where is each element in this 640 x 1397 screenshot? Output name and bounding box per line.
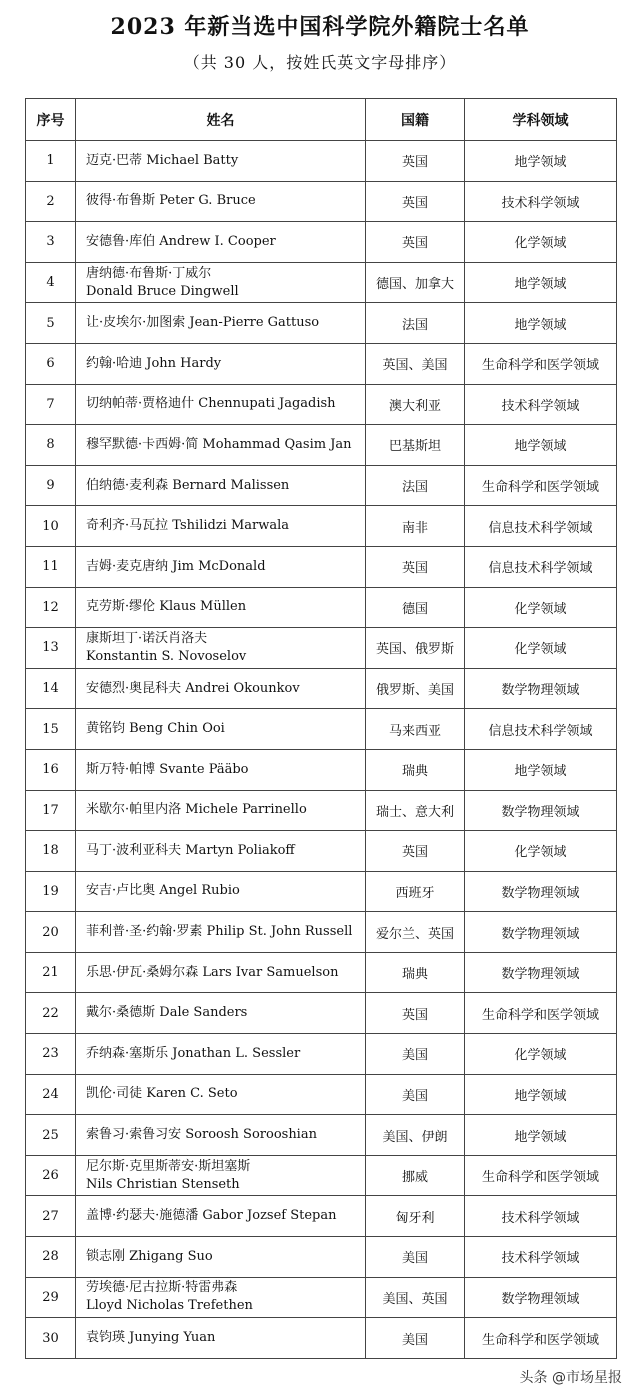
table-row <box>26 384 617 425</box>
table-row <box>26 141 617 182</box>
cell-nationality: 英国 <box>366 993 465 1034</box>
cell-name <box>76 790 366 831</box>
table-row <box>26 790 617 831</box>
cell-nationality: 美国、伊朗 <box>366 1115 465 1156</box>
cell-nationality: 瑞典 <box>366 952 465 993</box>
cell-field: 数学物理领域 <box>465 952 617 993</box>
cell-no: 20 <box>26 912 76 953</box>
cell-no: 1 <box>26 141 76 182</box>
table-row <box>26 1034 617 1075</box>
cell-no: 10 <box>26 506 76 547</box>
cell-name <box>76 1237 366 1278</box>
name-line: 约翰·哈迪 John Hardy <box>86 355 222 371</box>
cell-field: 化学领域 <box>465 1034 617 1075</box>
cell-field: 地学领域 <box>465 1115 617 1156</box>
cell-name <box>76 952 366 993</box>
table-row <box>26 262 617 303</box>
table-row <box>26 871 617 912</box>
name-line: Konstantin S. Novoselov <box>86 648 247 664</box>
table-row <box>26 668 617 709</box>
cell-no: 4 <box>26 262 76 303</box>
cell-field: 化学领域 <box>465 628 617 669</box>
table-row <box>26 1155 617 1196</box>
cell-field: 信息技术科学领域 <box>465 546 617 587</box>
cell-field: 生命科学和医学领域 <box>465 1318 617 1359</box>
cell-field: 化学领域 <box>465 831 617 872</box>
cell-nationality: 爱尔兰、英国 <box>366 912 465 953</box>
cell-name <box>76 384 366 425</box>
cell-nationality: 美国 <box>366 1318 465 1359</box>
cell-field: 生命科学和医学领域 <box>465 993 617 1034</box>
name-line: 穆罕默德·卡西姆·简 Mohammad Qasim Jan <box>86 436 352 452</box>
cell-name <box>76 1034 366 1075</box>
cell-field: 化学领域 <box>465 587 617 628</box>
cell-no: 12 <box>26 587 76 628</box>
table-row <box>26 181 617 222</box>
cell-name <box>76 303 366 344</box>
cell-name <box>76 546 366 587</box>
header-nationality: 国籍 <box>366 99 465 141</box>
name-line: 让·皮埃尔·加图索 Jean-Pierre Gattuso <box>86 315 320 331</box>
cell-no: 30 <box>26 1318 76 1359</box>
document-subtitle: （共 30 人，按姓氏英文字母排序） <box>183 53 457 72</box>
table-row <box>26 993 617 1034</box>
watermark: 头条 @市场星报 <box>516 1365 626 1389</box>
cell-no: 26 <box>26 1155 76 1196</box>
name-line: 米歇尔·帕里内洛 Michele Parrinello <box>86 802 307 818</box>
cell-nationality: 英国、俄罗斯 <box>366 628 465 669</box>
cell-field: 地学领域 <box>465 262 617 303</box>
table-row <box>26 303 617 344</box>
cell-nationality: 英国 <box>366 831 465 872</box>
cell-field: 技术科学领域 <box>465 1196 617 1237</box>
name-line: 安吉·卢比奥 Angel Rubio <box>86 883 240 899</box>
cell-no: 19 <box>26 871 76 912</box>
cell-field: 信息技术科学领域 <box>465 506 617 547</box>
name-line: 凯伦·司徒 Karen C. Seto <box>86 1086 238 1102</box>
name-line: 乐思·伊瓦·桑姆尔森 Lars Ivar Samuelson <box>86 964 339 980</box>
cell-field: 信息技术科学领域 <box>465 709 617 750</box>
cell-name <box>76 628 366 669</box>
name-line: 克劳斯·缪伦 Klaus Müllen <box>86 599 247 615</box>
cell-field: 地学领域 <box>465 141 617 182</box>
cell-nationality: 美国 <box>366 1074 465 1115</box>
cell-name <box>76 1115 366 1156</box>
name-line: 斯万特·帕博 Svante Pääbo <box>86 761 249 777</box>
cell-nationality: 英国 <box>366 141 465 182</box>
name-line: 索鲁习·索鲁习安 Soroosh Sorooshian <box>86 1127 317 1143</box>
name-line: 盖博·约瑟夫·施德潘 Gabor Jozsef Stepan <box>86 1208 337 1224</box>
name-line: 唐纳德·布鲁斯·丁威尔 <box>86 265 212 281</box>
cell-name <box>76 1318 366 1359</box>
table-row <box>26 709 617 750</box>
cell-no: 14 <box>26 668 76 709</box>
cell-name <box>76 1155 366 1196</box>
cell-no: 6 <box>26 343 76 384</box>
cell-field: 生命科学和医学领域 <box>465 1155 617 1196</box>
cell-nationality: 俄罗斯、美国 <box>366 668 465 709</box>
cell-no: 11 <box>26 546 76 587</box>
name-line: 菲利普·圣·约翰·罗素 Philip St. John Russell <box>86 924 353 940</box>
name-line: 迈克·巴蒂 Michael Batty <box>86 152 239 168</box>
table-row <box>26 425 617 466</box>
cell-field: 地学领域 <box>465 303 617 344</box>
table-row <box>26 912 617 953</box>
cell-no: 15 <box>26 709 76 750</box>
cell-field: 技术科学领域 <box>465 384 617 425</box>
cell-name <box>76 222 366 263</box>
cell-nationality: 巴基斯坦 <box>366 425 465 466</box>
cell-no: 17 <box>26 790 76 831</box>
cell-name <box>76 912 366 953</box>
cell-nationality: 挪威 <box>366 1155 465 1196</box>
table-header-row <box>26 99 617 141</box>
cell-field: 地学领域 <box>465 1074 617 1115</box>
cell-nationality: 英国 <box>366 181 465 222</box>
name-line: 安德鲁·库伯 Andrew I. Cooper <box>86 233 276 249</box>
academicians-table <box>25 98 617 1359</box>
cell-field: 数学物理领域 <box>465 912 617 953</box>
cell-no: 9 <box>26 465 76 506</box>
cell-name <box>76 262 366 303</box>
cell-no: 23 <box>26 1034 76 1075</box>
cell-no: 2 <box>26 181 76 222</box>
cell-name <box>76 343 366 384</box>
cell-field: 化学领域 <box>465 222 617 263</box>
table-row <box>26 1237 617 1278</box>
cell-name <box>76 141 366 182</box>
cell-field: 数学物理领域 <box>465 871 617 912</box>
cell-field: 数学物理领域 <box>465 668 617 709</box>
cell-nationality: 瑞典 <box>366 749 465 790</box>
name-line: 安德烈·奥昆科夫 Andrei Okounkov <box>86 680 300 696</box>
cell-field: 技术科学领域 <box>465 181 617 222</box>
name-line: 伯纳德·麦利森 Bernard Malissen <box>86 477 290 493</box>
cell-name <box>76 425 366 466</box>
table-row <box>26 546 617 587</box>
table-row <box>26 831 617 872</box>
cell-name <box>76 587 366 628</box>
table-row <box>26 749 617 790</box>
name-line: 黄铭钧 Beng Chin Ooi <box>86 721 225 737</box>
cell-no: 24 <box>26 1074 76 1115</box>
cell-field: 生命科学和医学领域 <box>465 343 617 384</box>
table-body <box>26 141 617 1359</box>
cell-field: 数学物理领域 <box>465 1277 617 1318</box>
cell-no: 28 <box>26 1237 76 1278</box>
cell-name <box>76 993 366 1034</box>
cell-nationality: 美国 <box>366 1237 465 1278</box>
cell-name <box>76 465 366 506</box>
table-row <box>26 952 617 993</box>
cell-name <box>76 749 366 790</box>
header-name: 姓名 <box>76 99 366 141</box>
header-no: 序号 <box>26 99 76 141</box>
name-line: Donald Bruce Dingwell <box>86 283 239 299</box>
table-row <box>26 1115 617 1156</box>
cell-no: 29 <box>26 1277 76 1318</box>
name-line: 吉姆·麦克唐纳 Jim McDonald <box>86 558 266 574</box>
table-row <box>26 465 617 506</box>
name-line: 康斯坦丁·诺沃肖洛夫 <box>86 630 208 646</box>
cell-no: 21 <box>26 952 76 993</box>
cell-nationality: 英国 <box>366 222 465 263</box>
cell-nationality: 美国 <box>366 1034 465 1075</box>
cell-no: 16 <box>26 749 76 790</box>
table-row <box>26 506 617 547</box>
name-line: 彼得·布鲁斯 Peter G. Bruce <box>86 193 256 209</box>
cell-name <box>76 1074 366 1115</box>
name-line: 奇利齐·马瓦拉 Tshilidzi Marwala <box>86 518 290 534</box>
name-line: 锁志刚 Zhigang Suo <box>86 1248 213 1264</box>
cell-field: 数学物理领域 <box>465 790 617 831</box>
cell-nationality: 匈牙利 <box>366 1196 465 1237</box>
cell-nationality: 德国、加拿大 <box>366 262 465 303</box>
cell-nationality: 美国、英国 <box>366 1277 465 1318</box>
name-line: Nils Christian Stenseth <box>86 1176 240 1192</box>
cell-nationality: 马来西亚 <box>366 709 465 750</box>
name-line: 劳埃德·尼古拉斯·特雷弗森 <box>86 1280 238 1296</box>
name-line: 马丁·波利亚科夫 Martyn Poliakoff <box>86 842 295 858</box>
cell-name <box>76 871 366 912</box>
cell-field: 生命科学和医学领域 <box>465 465 617 506</box>
table-row <box>26 628 617 669</box>
table-row <box>26 1277 617 1318</box>
cell-field: 技术科学领域 <box>465 1237 617 1278</box>
name-line: 尼尔斯·克里斯蒂安·斯坦塞斯 <box>86 1158 251 1174</box>
cell-name <box>76 668 366 709</box>
name-line: 袁钧瑛 Junying Yuan <box>86 1330 216 1346</box>
document-title: 2023 年新当选中国科学院外籍院士名单 <box>110 14 530 40</box>
table-row <box>26 343 617 384</box>
cell-no: 7 <box>26 384 76 425</box>
cell-nationality: 法国 <box>366 465 465 506</box>
cell-no: 3 <box>26 222 76 263</box>
cell-name <box>76 506 366 547</box>
table-row <box>26 222 617 263</box>
cell-name <box>76 831 366 872</box>
name-line: 戴尔·桑德斯 Dale Sanders <box>86 1005 248 1021</box>
name-line: Lloyd Nicholas Trefethen <box>86 1298 253 1314</box>
cell-no: 5 <box>26 303 76 344</box>
table-row <box>26 1318 617 1359</box>
cell-name <box>76 1277 366 1318</box>
header-field: 学科领域 <box>465 99 617 141</box>
cell-no: 8 <box>26 425 76 466</box>
cell-nationality: 法国 <box>366 303 465 344</box>
cell-nationality: 英国 <box>366 546 465 587</box>
table-row <box>26 587 617 628</box>
cell-nationality: 西班牙 <box>366 871 465 912</box>
cell-name <box>76 1196 366 1237</box>
cell-no: 18 <box>26 831 76 872</box>
cell-nationality: 英国、美国 <box>366 343 465 384</box>
cell-no: 27 <box>26 1196 76 1237</box>
cell-name <box>76 709 366 750</box>
table-row <box>26 1196 617 1237</box>
cell-nationality: 德国 <box>366 587 465 628</box>
cell-field: 地学领域 <box>465 749 617 790</box>
cell-field: 地学领域 <box>465 425 617 466</box>
cell-no: 25 <box>26 1115 76 1156</box>
name-line: 乔纳森·塞斯乐 Jonathan L. Sessler <box>86 1045 301 1061</box>
table-row <box>26 1074 617 1115</box>
cell-nationality: 南非 <box>366 506 465 547</box>
cell-name <box>76 181 366 222</box>
cell-nationality: 澳大利亚 <box>366 384 465 425</box>
cell-no: 13 <box>26 628 76 669</box>
cell-nationality: 瑞士、意大利 <box>366 790 465 831</box>
cell-no: 22 <box>26 993 76 1034</box>
name-line: 切纳帕蒂·贾格迪什 Chennupati Jagadish <box>86 396 336 412</box>
